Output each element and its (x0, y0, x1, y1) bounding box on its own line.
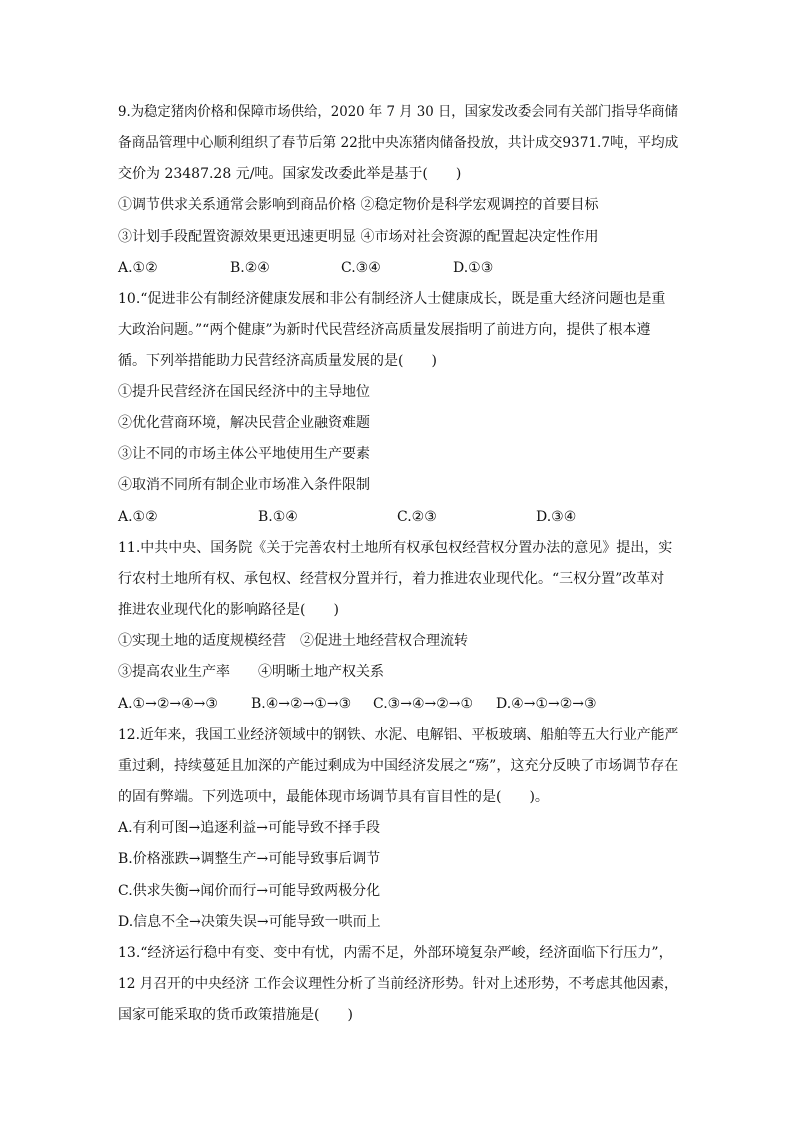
q11-statement-1-2: ①实现土地的适度规模经营 ②促进土地经营权合理流转 (118, 633, 468, 649)
q9-option-c: C.③④ (341, 260, 381, 276)
q11-statement-3-4: ③提高农业生产率 ④明晰土地产权关系 (118, 664, 384, 680)
q10-options (118, 507, 678, 527)
q11-stem-line-1: 11.中共中央、国务院《关于完善农村土地所有权承包权经营权分置办法的意见》提出，实 (118, 540, 673, 556)
q10-statement-4: ④取消不同所有制企业市场准入条件限制 (118, 477, 370, 493)
q10-statement-2: ②优化营商环境，解决民营企业融资难题 (118, 415, 370, 431)
q9-option-a: A.①② (118, 260, 158, 276)
q9-statement-3-4: ③计划手段配置资源效果更迅速更明显 ④市场对社会资源的配置起决定性作用 (118, 229, 599, 245)
q10-stem-line-2: 大政治问题。”“两个健康”为新时代民营经济高质量发展指明了前进方向，提供了根本遵 (118, 322, 651, 338)
q9-statement-1-2: ①调节供求关系通常会影响到商品价格 ②稳定物价是科学宏观调控的首要目标 (118, 197, 599, 213)
q11-option-c: C.③→④→②→① (373, 696, 474, 712)
q11-option-d: D.④→①→②→③ (496, 696, 597, 712)
q10-option-c: C.②③ (397, 509, 437, 525)
q12-option-b: B.价格涨跌→调整生产→可能导致事后调节 (118, 851, 381, 867)
q11-options (118, 694, 678, 714)
q12-option-d: D.信息不全→决策失误→可能导致一哄而上 (118, 914, 381, 930)
q10-option-b: B.①④ (258, 509, 298, 525)
q11-option-a: A.①→②→④→③ (118, 696, 218, 712)
q10-statement-1: ①提升民营经济在国民经济中的主导地位 (118, 384, 370, 400)
q12-option-a: A.有利可图→追逐利益→可能导致不择手段 (118, 820, 381, 836)
q11-option-b: B.④→②→①→③ (251, 696, 352, 712)
q9-stem-line-1: 9.为稳定猪肉价格和保障市场供给，2020 年 7 月 30 日，国家发改委会同有关部门指导华商储 (118, 104, 678, 120)
q9-stem-line-2: 备商品管理中心顺利组织了春节后第 22批中央冻猪肉储备投放，共计成交9371.7吨，平均成 (118, 135, 679, 151)
q11-stem-line-2: 行农村土地所有权、承包权、经营权分置并行，着力推进农业现代化。“三权分置”改革对 (118, 571, 665, 587)
q12-stem-line-2: 重过剩，持续蔓延且加深的产能过剩成为中国经济发展之“殇”，这充分反映了市场调节存在 (118, 758, 679, 774)
q10-stem-line-3: 循。下列举措能助力民营经济高质量发展的是( ) (118, 353, 437, 369)
q9-option-d: D.①③ (453, 260, 494, 276)
q10-option-d: D.③④ (536, 509, 577, 525)
q9-options (118, 258, 678, 278)
q12-stem-line-3: 的固有弊端。下列选项中，最能体现市场调节具有盲目性的是( )。 (118, 789, 549, 805)
q9-option-b: B.②④ (230, 260, 270, 276)
q12-stem-line-1: 12.近年来，我国工业经济领域中的钢铁、水泥、电解铝、平板玻璃、船舶等五大行业产能严 (118, 727, 679, 743)
q9-stem-line-3: 交价为 23487.28 元/吨。国家发改委此举是基于( ) (118, 166, 462, 182)
q10-stem-line-1: 10.“促进非公有制经济健康发展和非公有制经济人士健康成长，既是重大经济问题也是重 (118, 291, 666, 307)
q13-stem-line-1: 13.“经济运行稳中有变、变中有忧，内需不足，外部环境复杂严峻，经济面临下行压力”， (118, 945, 673, 961)
q13-stem-line-3: 国家可能采取的货币政策措施是( ) (118, 1007, 353, 1023)
q10-statement-3: ③让不同的市场主体公平地使用生产要素 (118, 446, 370, 462)
q10-option-a: A.①② (118, 509, 158, 525)
q11-stem-line-3: 推进农业现代化的影响路径是( ) (118, 602, 339, 618)
q12-option-c: C.供求失衡→闻价而行→可能导致两极分化 (118, 883, 381, 899)
q13-stem-line-2: 12 月召开的中央经济 工作会议理性分析了当前经济形势。针对上述形势，不考虑其他因素， (118, 976, 678, 992)
